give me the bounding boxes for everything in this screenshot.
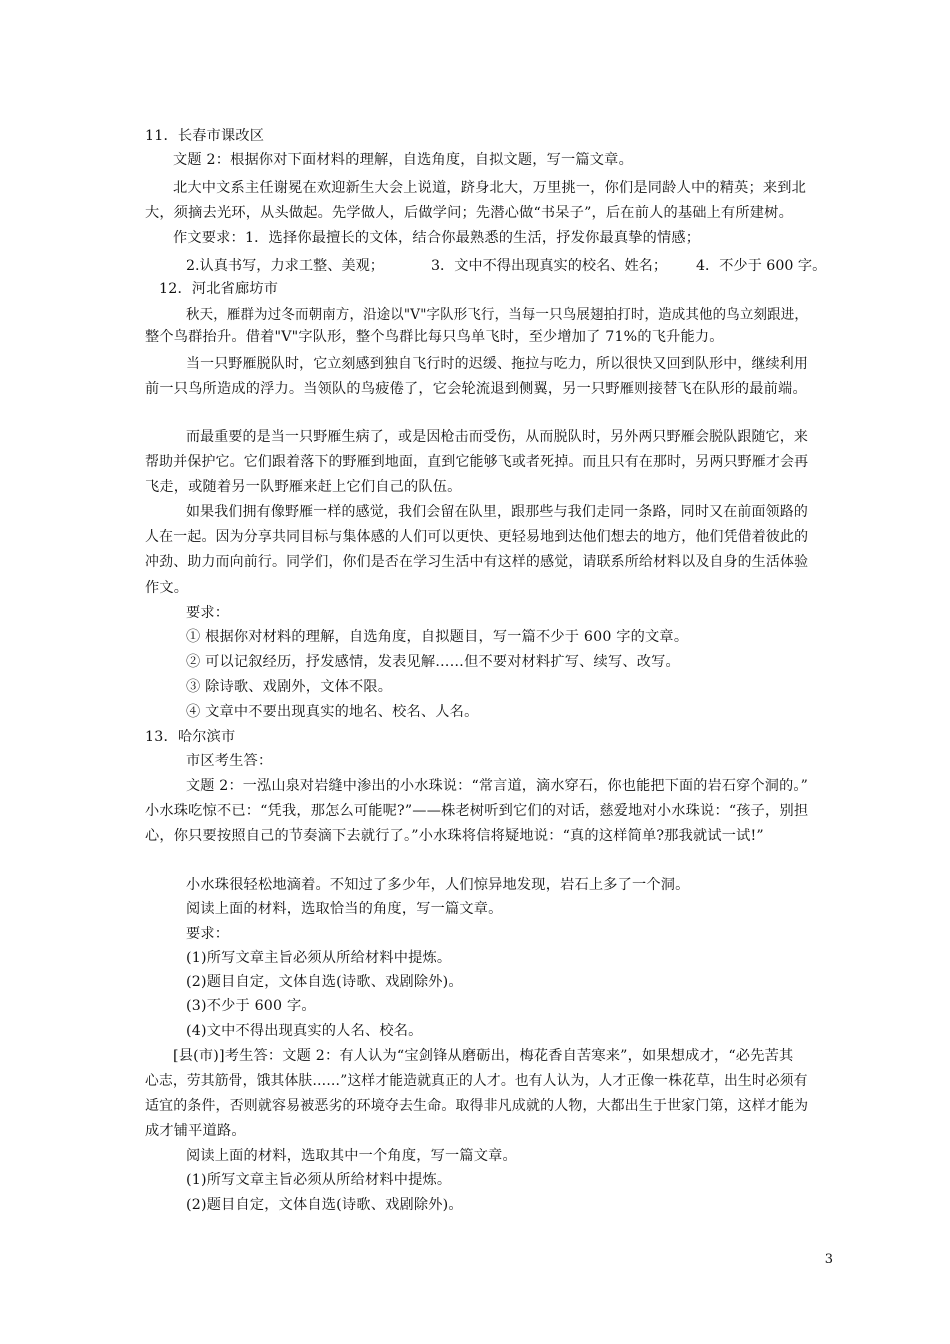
list-item: ① 根据你对材料的理解，自选角度，自拟题目，写一篇不少于 600 字的文章。 — [186, 629, 689, 645]
list-item: (1)所写文章主旨必须从所给材料中提炼。 — [186, 1172, 452, 1188]
list-item: ④ 文章中不要出现真实的地名、校名、人名。 — [186, 704, 479, 720]
text-line: 小水珠很轻松地滴着。不知过了多少年，人们惊异地发现，岩石上多了一个洞。 — [186, 877, 690, 893]
text-line: 心，你只要按照自己的节奏滴下去就行了。”小水珠将信将疑地说：“真的这样简单?那我就试一试!” — [145, 828, 764, 844]
list-item: (2)题目自定，文体自选(诗歌、戏剧除外)。 — [186, 1197, 463, 1213]
text-line: [县(市)]考生答：文题 2：有人认为“宝剑锋从磨砺出，梅花香自苦寒来”，如果想成才，“必先苦其 — [173, 1048, 794, 1064]
text-line: 帮助并保护它。它们跟着落下的野雁到地面，直到它能够飞或者死掉。而且只有在那时，另两只野雁才会再 — [145, 454, 809, 470]
text-line: 大，须摘去光环，从头做起。先学做人，后做学问；先潜心做“书呆子”，后在前人的基础上有所建树。 — [145, 205, 793, 221]
text-line: 作文。 — [145, 580, 189, 596]
list-item: ② 可以记叙经历，抒发感情，发表见解……但不要对材料扩写、续写、改写。 — [186, 654, 680, 670]
text-line: 冲劲、助力而向前行。同学们，你们是否在学习生活中有这样的感觉，请联系所给材料以及自身的生活体验 — [145, 554, 809, 570]
page-number: 3 — [824, 1252, 833, 1267]
text-line: 如果我们拥有像野雁一样的感觉，我们会留在队里，跟那些与我们走同一条路，同时又在前面领路的 — [186, 504, 809, 520]
section-heading-13: 13．哈尔滨市 — [145, 729, 236, 745]
text-line: 适宜的条件，否则就容易被恶劣的环境夺去生命。取得非凡成就的人物，大都出生于世家门第，这样才能为 — [145, 1098, 809, 1114]
list-item: (4)文中不得出现真实的人名、校名。 — [186, 1023, 423, 1039]
text-line: 心志，劳其筋骨，饿其体肤……”这样才能造就真正的人才。也有人认为，人才正像一株花草，出生时必须有 — [145, 1073, 808, 1089]
text-line: 前一只鸟所造成的浮力。当领队的鸟疲倦了，它会轮流退到侧翼，另一只野雁则接替飞在队形的最前端。 — [145, 381, 807, 397]
text-line: 阅读上面的材料，选取其中一个角度，写一篇文章。 — [186, 1148, 517, 1164]
text-line: 秋天，雁群为过冬而朝南方，沿途以"V"字队形飞行，当每一只鸟展翅拍打时，造成其他的鸟立刻跟进， — [186, 307, 808, 323]
text-line: 人在一起。因为分享共同目标与集体感的人们可以更快、更轻易地到达他们想去的地方，他们凭借着彼此的 — [145, 529, 809, 545]
list-item: (2)题目自定，文体自选(诗歌、戏剧除外)。 — [186, 974, 463, 990]
text-line: 文题 2：根据你对下面材料的理解，自选角度，自拟文题，写一篇文章。 — [173, 152, 633, 168]
text-line: 要求： — [186, 926, 230, 942]
text-line: 阅读上面的材料，选取恰当的角度，写一篇文章。 — [186, 901, 503, 917]
requirement-2: 2.认真书写，力求工整、美观； — [186, 258, 384, 274]
text-line: 文题 2：一泓山泉对岩缝中渗出的小水珠说：“常言道，滴水穿石，你也能把下面的岩石穿个洞的。” — [186, 778, 809, 794]
section-heading-11: 11．长春市课改区 — [145, 128, 265, 144]
text-line: 市区考生答： — [186, 753, 273, 769]
text-line: 当一只野雁脱队时，它立刻感到独自飞行时的迟缓、拖拉与吃力，所以很快又回到队形中，继续利用 — [186, 356, 809, 372]
list-item: ③ 除诗歌、戏剧外，文体不限。 — [186, 679, 393, 695]
text-line: 整个鸟群抬升。借着"V"字队形，整个鸟群比每只鸟单飞时，至少增加了 71%的飞升能力。 — [145, 329, 724, 345]
text-line: 小水珠吃惊不已：“凭我，那怎么可能呢?”——株老树听到它们的对话，慈爱地对小水珠说：“孩子，别担 — [145, 803, 809, 819]
section-heading-12: 12．河北省廊坊市 — [159, 281, 279, 297]
text-line: 飞走，或随着另一队野雁来赶上它们自己的队伍。 — [145, 479, 462, 495]
text-line: 要求： — [186, 605, 230, 621]
text-line: 而最重要的是当一只野雁生病了，或是因枪击而受伤，从而脱队时，另外两只野雁会脱队跟随它，来 — [186, 429, 809, 445]
text-line: 作文要求：1．选择你最擅长的文体，结合你最熟悉的生活，抒发你最真挚的情感； — [173, 230, 701, 246]
requirement-3: 3．文中不得出现真实的校名、姓名； — [431, 258, 668, 274]
list-item: (1)所写文章主旨必须从所给材料中提炼。 — [186, 950, 452, 966]
requirement-4: 4．不少于 600 字。 — [696, 258, 827, 274]
text-line: 北大中文系主任谢冕在欢迎新生大会上说道，跻身北大，万里挑一，你们是同龄人中的精英；来到北 — [173, 180, 807, 196]
text-line: 成才铺平道路。 — [145, 1123, 246, 1139]
list-item: (3)不少于 600 字。 — [186, 998, 316, 1014]
